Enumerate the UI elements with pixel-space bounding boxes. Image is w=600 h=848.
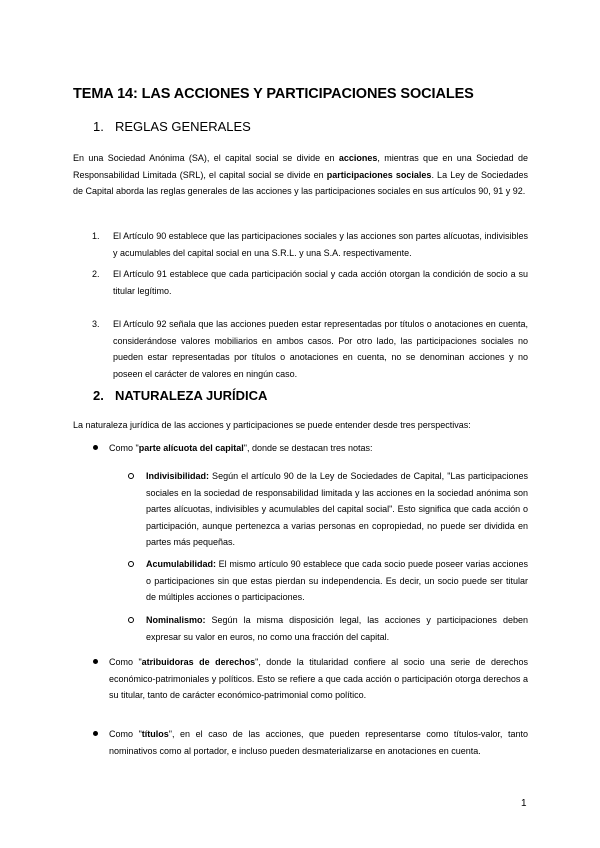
sub-item-label: Indivisibilidad: bbox=[146, 471, 210, 481]
intro-bold-participaciones: participaciones sociales bbox=[326, 169, 432, 180]
bullet-bold: atribuidoras de derechos bbox=[141, 657, 256, 667]
nature-intro: La naturaleza jurídica de las acciones y participaciones se puede entender desde tres perspectivas: bbox=[73, 420, 471, 430]
bullet-text: Como "atribuidoras de derechos", donde la titularidad confiere al socio una serie de derechos económico-patrimoniales y políticos. Esto se refiere a que cada acción o participación otorga derechos a su titular, tanto de carácter económico-patrimonial como político. bbox=[109, 657, 529, 700]
rule-text: El Artículo 90 establece que las participaciones sociales y las acciones son partes alícuotas, indivisibles y acumulables del capital social en una S.R.L. y una S.A. respectivamente. bbox=[113, 231, 528, 258]
section-heading-naturaleza bbox=[93, 388, 267, 403]
intro-paragraph bbox=[73, 150, 528, 200]
intro-text: , mientras que en una Sociedad de Responsabilidad Limitada (SRL), el capital social se divide en bbox=[73, 153, 528, 180]
bullet-text: Como "parte alícuota del capital", donde se destacan tres notas: bbox=[109, 443, 373, 453]
rule-number: 3. bbox=[92, 319, 100, 329]
intro-bold-acciones: acciones bbox=[338, 153, 378, 163]
bullet-text: Como "títulos", en el caso de las acciones, que pueden representarse como títulos-valor, tanto nominativos como al portador, e incluso pueden desmaterializarse en anotaciones en cuenta. bbox=[109, 729, 529, 756]
bullet-dot-icon bbox=[93, 445, 98, 450]
bullet-dot-icon bbox=[93, 659, 98, 664]
bullet-dot-icon bbox=[93, 731, 98, 736]
intro-text: En una Sociedad Anónima (SA), el capital social se divide en bbox=[73, 153, 339, 163]
sub-item-text: Acumulabilidad: El mismo artículo 90 establece que cada socio puede poseer varias acciones o participaciones sin que estas pierdan su independencia. Es decir, un socio puede ser titular de múltiples acciones o participaciones. bbox=[146, 559, 528, 602]
section-number: 2. bbox=[93, 388, 104, 403]
section-title: NATURALEZA JURÍDICA bbox=[115, 388, 268, 403]
sub-item-label: Acumulabilidad: bbox=[146, 559, 217, 569]
page-number: 1 bbox=[521, 798, 527, 809]
intro-text: . La Ley de Sociedades de Capital aborda las reglas generales de las acciones y las participaciones sociales en sus artículos 90, 91 y 92. bbox=[73, 169, 528, 196]
bullet-bold: títulos bbox=[141, 729, 169, 739]
rule-number: 1. bbox=[92, 231, 100, 241]
sub-item-text: Nominalismo: Según la misma disposición legal, las acciones y participaciones deben expresar su valor en euros, no como una fracción del capital. bbox=[146, 615, 528, 642]
circle-bullet-icon bbox=[128, 617, 134, 623]
rule-number: 2. bbox=[92, 269, 100, 279]
rule-text: El Artículo 91 establece que cada participación social y cada acción otorgan la condición de socio a su titular legítimo. bbox=[113, 269, 528, 296]
sub-item-label: Nominalismo: bbox=[146, 615, 206, 625]
bullet-bold: parte alícuota del capital bbox=[138, 443, 244, 453]
sub-item-text: Indivisibilidad: Según el artículo 90 de la Ley de Sociedades de Capital, "Las participaciones sociales en la sociedad de responsabilidad limitada y las acciones en la sociedad anónima son partes alícuotas, indivisibles y acumulables del capital social". Esto significa que cada acción o participación, aunque pertenezca a varias personas en copropiedad, no puede ser dividida en partes más pequeñas. bbox=[146, 471, 528, 547]
circle-bullet-icon bbox=[128, 561, 134, 567]
section-heading-reglas bbox=[93, 119, 251, 134]
section-title: REGLAS GENERALES bbox=[115, 119, 251, 134]
circle-bullet-icon bbox=[128, 473, 134, 479]
section-number: 1. bbox=[93, 119, 104, 134]
rule-text: El Artículo 92 señala que las acciones pueden estar representadas por títulos o anotaciones en cuenta, considerándose valores mobiliarios en ambos casos. Por otro lado, las participaciones sociales no pueden estar representadas por títulos o anotaciones en cuenta, no se denominan acciones y no poseen el carácter de valores en ningún caso. bbox=[113, 319, 528, 379]
document-title: TEMA 14: LAS ACCIONES Y PARTICIPACIONES SOCIALES bbox=[73, 86, 474, 102]
